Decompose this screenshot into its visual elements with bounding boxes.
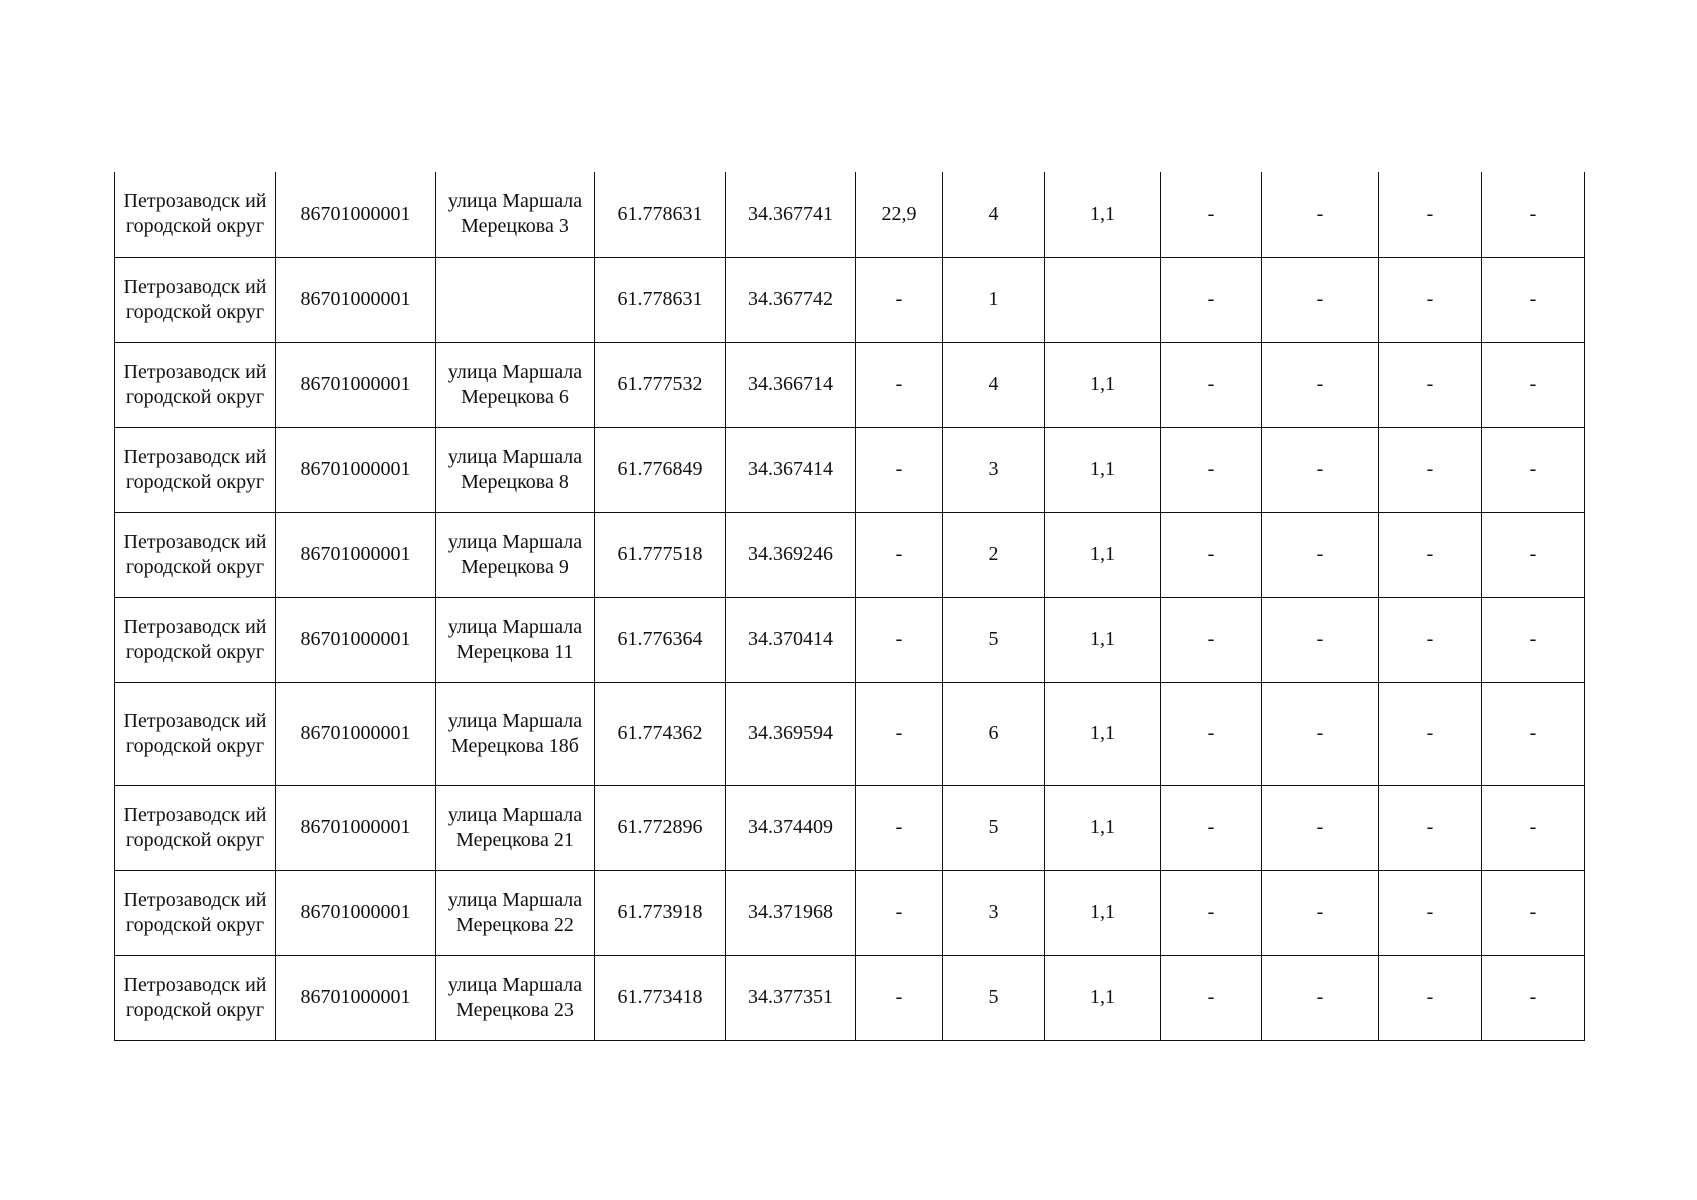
col-11-cell: - [1379, 427, 1482, 512]
container-count-cell: 5 [943, 597, 1045, 682]
area-cell: - [856, 342, 943, 427]
col-10-cell: - [1262, 427, 1379, 512]
oktmo-code-cell: 86701000001 [276, 682, 436, 785]
oktmo-code-cell: 86701000001 [276, 955, 436, 1040]
container-volume-cell: 1,1 [1045, 870, 1161, 955]
col-11-cell: - [1379, 257, 1482, 342]
container-volume-cell: 1,1 [1045, 172, 1161, 257]
address-cell: улица Маршала Мерецкова 18б [436, 682, 595, 785]
container-volume-cell: 1,1 [1045, 682, 1161, 785]
longitude-cell: 34.367742 [726, 257, 856, 342]
longitude-cell: 34.377351 [726, 955, 856, 1040]
area-cell: - [856, 427, 943, 512]
container-count-cell: 4 [943, 342, 1045, 427]
address-cell [436, 257, 595, 342]
col-9-cell: - [1161, 342, 1262, 427]
container-count-cell: 4 [943, 172, 1045, 257]
latitude-cell: 61.773918 [595, 870, 726, 955]
col-11-cell: - [1379, 955, 1482, 1040]
col-11-cell: - [1379, 785, 1482, 870]
longitude-cell: 34.366714 [726, 342, 856, 427]
col-12-cell: - [1482, 870, 1585, 955]
address-cell: улица Маршала Мерецкова 22 [436, 870, 595, 955]
address-cell: улица Маршала Мерецкова 9 [436, 512, 595, 597]
col-11-cell: - [1379, 597, 1482, 682]
address-cell: улица Маршала Мерецкова 3 [436, 172, 595, 257]
municipality-cell: Петрозаводск ий городской округ [115, 785, 276, 870]
col-11-cell: - [1379, 172, 1482, 257]
latitude-cell: 61.777518 [595, 512, 726, 597]
latitude-cell: 61.778631 [595, 257, 726, 342]
municipality-cell: Петрозаводск ий городской округ [115, 597, 276, 682]
longitude-cell: 34.371968 [726, 870, 856, 955]
col-10-cell: - [1262, 172, 1379, 257]
col-10-cell: - [1262, 682, 1379, 785]
table-body [115, 172, 1585, 1040]
col-10-cell: - [1262, 342, 1379, 427]
latitude-cell: 61.777532 [595, 342, 726, 427]
municipality-cell: Петрозаводск ий городской округ [115, 427, 276, 512]
address-cell: улица Маршала Мерецкова 23 [436, 955, 595, 1040]
container-sites-table [114, 172, 1585, 1041]
latitude-cell: 61.774362 [595, 682, 726, 785]
container-count-cell: 5 [943, 955, 1045, 1040]
oktmo-code-cell: 86701000001 [276, 870, 436, 955]
col-9-cell: - [1161, 172, 1262, 257]
longitude-cell: 34.369594 [726, 682, 856, 785]
col-12-cell: - [1482, 342, 1585, 427]
longitude-cell: 34.367741 [726, 172, 856, 257]
col-10-cell: - [1262, 257, 1379, 342]
table-row [115, 682, 1585, 785]
container-count-cell: 6 [943, 682, 1045, 785]
col-9-cell: - [1161, 427, 1262, 512]
municipality-cell: Петрозаводск ий городской округ [115, 955, 276, 1040]
col-10-cell: - [1262, 955, 1379, 1040]
col-11-cell: - [1379, 682, 1482, 785]
col-9-cell: - [1161, 785, 1262, 870]
address-cell: улица Маршала Мерецкова 8 [436, 427, 595, 512]
container-volume-cell: 1,1 [1045, 955, 1161, 1040]
table-row [115, 785, 1585, 870]
col-9-cell: - [1161, 597, 1262, 682]
table-row [115, 427, 1585, 512]
latitude-cell: 61.772896 [595, 785, 726, 870]
area-cell: - [856, 785, 943, 870]
col-11-cell: - [1379, 512, 1482, 597]
container-volume-cell [1045, 257, 1161, 342]
oktmo-code-cell: 86701000001 [276, 257, 436, 342]
oktmo-code-cell: 86701000001 [276, 512, 436, 597]
container-volume-cell: 1,1 [1045, 342, 1161, 427]
table-row [115, 597, 1585, 682]
table-row [115, 257, 1585, 342]
latitude-cell: 61.778631 [595, 172, 726, 257]
latitude-cell: 61.776849 [595, 427, 726, 512]
municipality-cell: Петрозаводск ий городской округ [115, 342, 276, 427]
col-11-cell: - [1379, 870, 1482, 955]
latitude-cell: 61.776364 [595, 597, 726, 682]
container-volume-cell: 1,1 [1045, 512, 1161, 597]
col-12-cell: - [1482, 427, 1585, 512]
address-cell: улица Маршала Мерецкова 11 [436, 597, 595, 682]
col-10-cell: - [1262, 597, 1379, 682]
address-cell: улица Маршала Мерецкова 21 [436, 785, 595, 870]
table-row [115, 512, 1585, 597]
table-row [115, 870, 1585, 955]
container-count-cell: 1 [943, 257, 1045, 342]
col-9-cell: - [1161, 955, 1262, 1040]
col-9-cell: - [1161, 682, 1262, 785]
container-count-cell: 3 [943, 870, 1045, 955]
col-12-cell: - [1482, 172, 1585, 257]
container-count-cell: 3 [943, 427, 1045, 512]
col-9-cell: - [1161, 257, 1262, 342]
container-volume-cell: 1,1 [1045, 785, 1161, 870]
municipality-cell: Петрозаводск ий городской округ [115, 172, 276, 257]
container-count-cell: 5 [943, 785, 1045, 870]
longitude-cell: 34.370414 [726, 597, 856, 682]
col-10-cell: - [1262, 785, 1379, 870]
oktmo-code-cell: 86701000001 [276, 785, 436, 870]
container-volume-cell: 1,1 [1045, 597, 1161, 682]
oktmo-code-cell: 86701000001 [276, 172, 436, 257]
longitude-cell: 34.369246 [726, 512, 856, 597]
area-cell: - [856, 512, 943, 597]
oktmo-code-cell: 86701000001 [276, 342, 436, 427]
area-cell: - [856, 870, 943, 955]
table-row [115, 342, 1585, 427]
area-cell: - [856, 682, 943, 785]
municipality-cell: Петрозаводск ий городской округ [115, 870, 276, 955]
container-count-cell: 2 [943, 512, 1045, 597]
col-9-cell: - [1161, 870, 1262, 955]
col-12-cell: - [1482, 257, 1585, 342]
col-12-cell: - [1482, 597, 1585, 682]
oktmo-code-cell: 86701000001 [276, 597, 436, 682]
latitude-cell: 61.773418 [595, 955, 726, 1040]
oktmo-code-cell: 86701000001 [276, 427, 436, 512]
area-cell: - [856, 955, 943, 1040]
table-row [115, 955, 1585, 1040]
col-12-cell: - [1482, 955, 1585, 1040]
col-12-cell: - [1482, 785, 1585, 870]
col-12-cell: - [1482, 512, 1585, 597]
col-9-cell: - [1161, 512, 1262, 597]
col-10-cell: - [1262, 512, 1379, 597]
area-cell: - [856, 597, 943, 682]
longitude-cell: 34.367414 [726, 427, 856, 512]
area-cell: - [856, 257, 943, 342]
col-12-cell: - [1482, 682, 1585, 785]
longitude-cell: 34.374409 [726, 785, 856, 870]
municipality-cell: Петрозаводск ий городской округ [115, 257, 276, 342]
table-row [115, 172, 1585, 257]
area-cell: 22,9 [856, 172, 943, 257]
address-cell: улица Маршала Мерецкова 6 [436, 342, 595, 427]
col-11-cell: - [1379, 342, 1482, 427]
col-10-cell: - [1262, 870, 1379, 955]
municipality-cell: Петрозаводск ий городской округ [115, 512, 276, 597]
container-volume-cell: 1,1 [1045, 427, 1161, 512]
municipality-cell: Петрозаводск ий городской округ [115, 682, 276, 785]
